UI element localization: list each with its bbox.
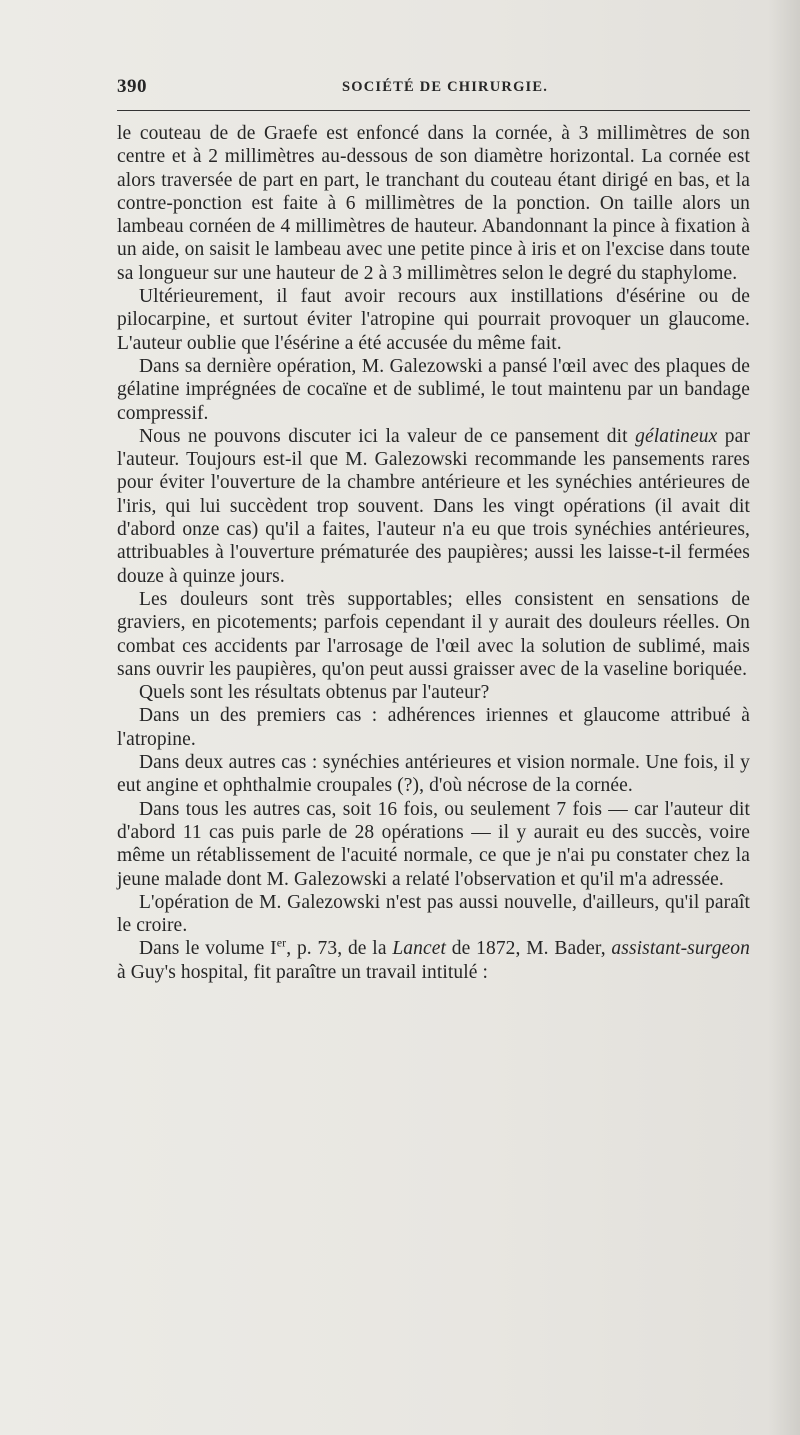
paragraph-8: Dans deux autres cas : synéchies antérieures et vision normale. Une fois, il y eut angine et ophthalmie croupales (?), d'où nécrose de la cornée. (117, 752, 750, 797)
paragraph-3: Dans sa dernière opération, M. Galezowski a pansé l'œil avec des plaques de gélatine imprégnées de cocaïne et de sublimé, le tout maintenu par un bandage compressif. (117, 355, 750, 424)
paragraph-11-after: à Guy's hospital, fit paraître un travail intitulé : (117, 961, 488, 983)
page-number: 390 (117, 76, 147, 97)
paragraph-11-before: Dans le volume I (139, 938, 277, 960)
paragraph-9: Dans tous les autres cas, soit 16 fois, ou seulement 7 fois — car l'auteur dit d'abord 11 cas puis parle de 28 opérations — il y aurait eu des succès, voire même un rétablissement de l'acuité normale, ce que je n'ai pu constater chez la jeune malade dont M. Galezowski a relaté l'observation et qu'il m'a adressée. (117, 798, 750, 890)
paragraph-4 (117, 425, 750, 588)
header-rule (117, 110, 750, 111)
paragraph-1: le couteau de de Graefe est enfoncé dans la cornée, à 3 millimètres de son centre et à 2 millimètres au-dessous de son diamètre horizontal. La cornée est alors traversée de part en part, le tranchant du couteau étant dirigé en bas, et la contre-ponction est faite à 6 millimètres de la ponction. On taille alors un lambeau cornéen de 4 millimètres de hauteur. Abandonnant la pince à fixation à un aide, on saisit le lambeau avec une petite pince à iris et on l'excise dans toute sa longueur sur une hauteur de 2 à 3 millimètres selon le degré du staphylome. (117, 123, 750, 284)
body-text (117, 122, 750, 984)
page-header (117, 76, 750, 98)
paragraph-4-before: Nous ne pouvons discuter ici la valeur de ce pansement dit (139, 425, 636, 447)
paragraph-11-italic1: Lancet (392, 938, 447, 960)
paragraph-7: Dans un des premiers cas : adhérences iriennes et glaucome attribué à l'atropine. (117, 705, 750, 750)
paragraph-11-sup: er (276, 935, 287, 950)
paragraph-5: Les douleurs sont très supportables; elles consistent en sensations de graviers, en picotements; parfois cependant il y aurait des douleurs réelles. On combat ces accidents par l'arrosage de l'œil avec la solution de sublimé, mais sans ouvrir les paupières, qu'on peut aussi graisser avec de la vaseline boriquée. (117, 588, 750, 680)
paragraph-6: Quels sont les résultats obtenus par l'auteur? (139, 682, 490, 704)
paragraph-10: L'opération de M. Galezowski n'est pas aussi nouvelle, d'ailleurs, qu'il paraît le croire. (117, 891, 750, 937)
paragraph-11-italic2: assistant-surgeon (611, 938, 750, 960)
paragraph-4-after: par l'auteur. Toujours est-il que M. Galezowski recommande les pansements rares pour éviter l'ouverture de la chambre antérieure et les synéchies antérieures de l'iris, qui lui succèdent trop souvent. Dans les vingt opérations (il avait dit d'abord onze cas) qu'il a faites, l'auteur n'a eu que trois synéchies antérieures, attribuables à l'ouverture prématurée des paupières; aussi les laisse-t-il fermées douze à quinze jours. (117, 425, 750, 587)
paragraph-11 (117, 937, 750, 984)
paragraph-2: Ultérieurement, il faut avoir recours aux instillations d'ésérine ou de pilocarpine, et surtout éviter l'atropine qui pourrait provoquer un glaucome. L'auteur oublie que l'ésérine a été accusée du même fait. (117, 286, 750, 354)
paragraph-11-mid1: , p. 73, de la (286, 938, 393, 960)
paragraph-11-mid2: de 1872, M. Bader, (446, 938, 612, 960)
paragraph-4-italic: gélatineux (635, 425, 718, 447)
running-head: SOCIÉTÉ DE CHIRURGIE. (342, 79, 549, 95)
